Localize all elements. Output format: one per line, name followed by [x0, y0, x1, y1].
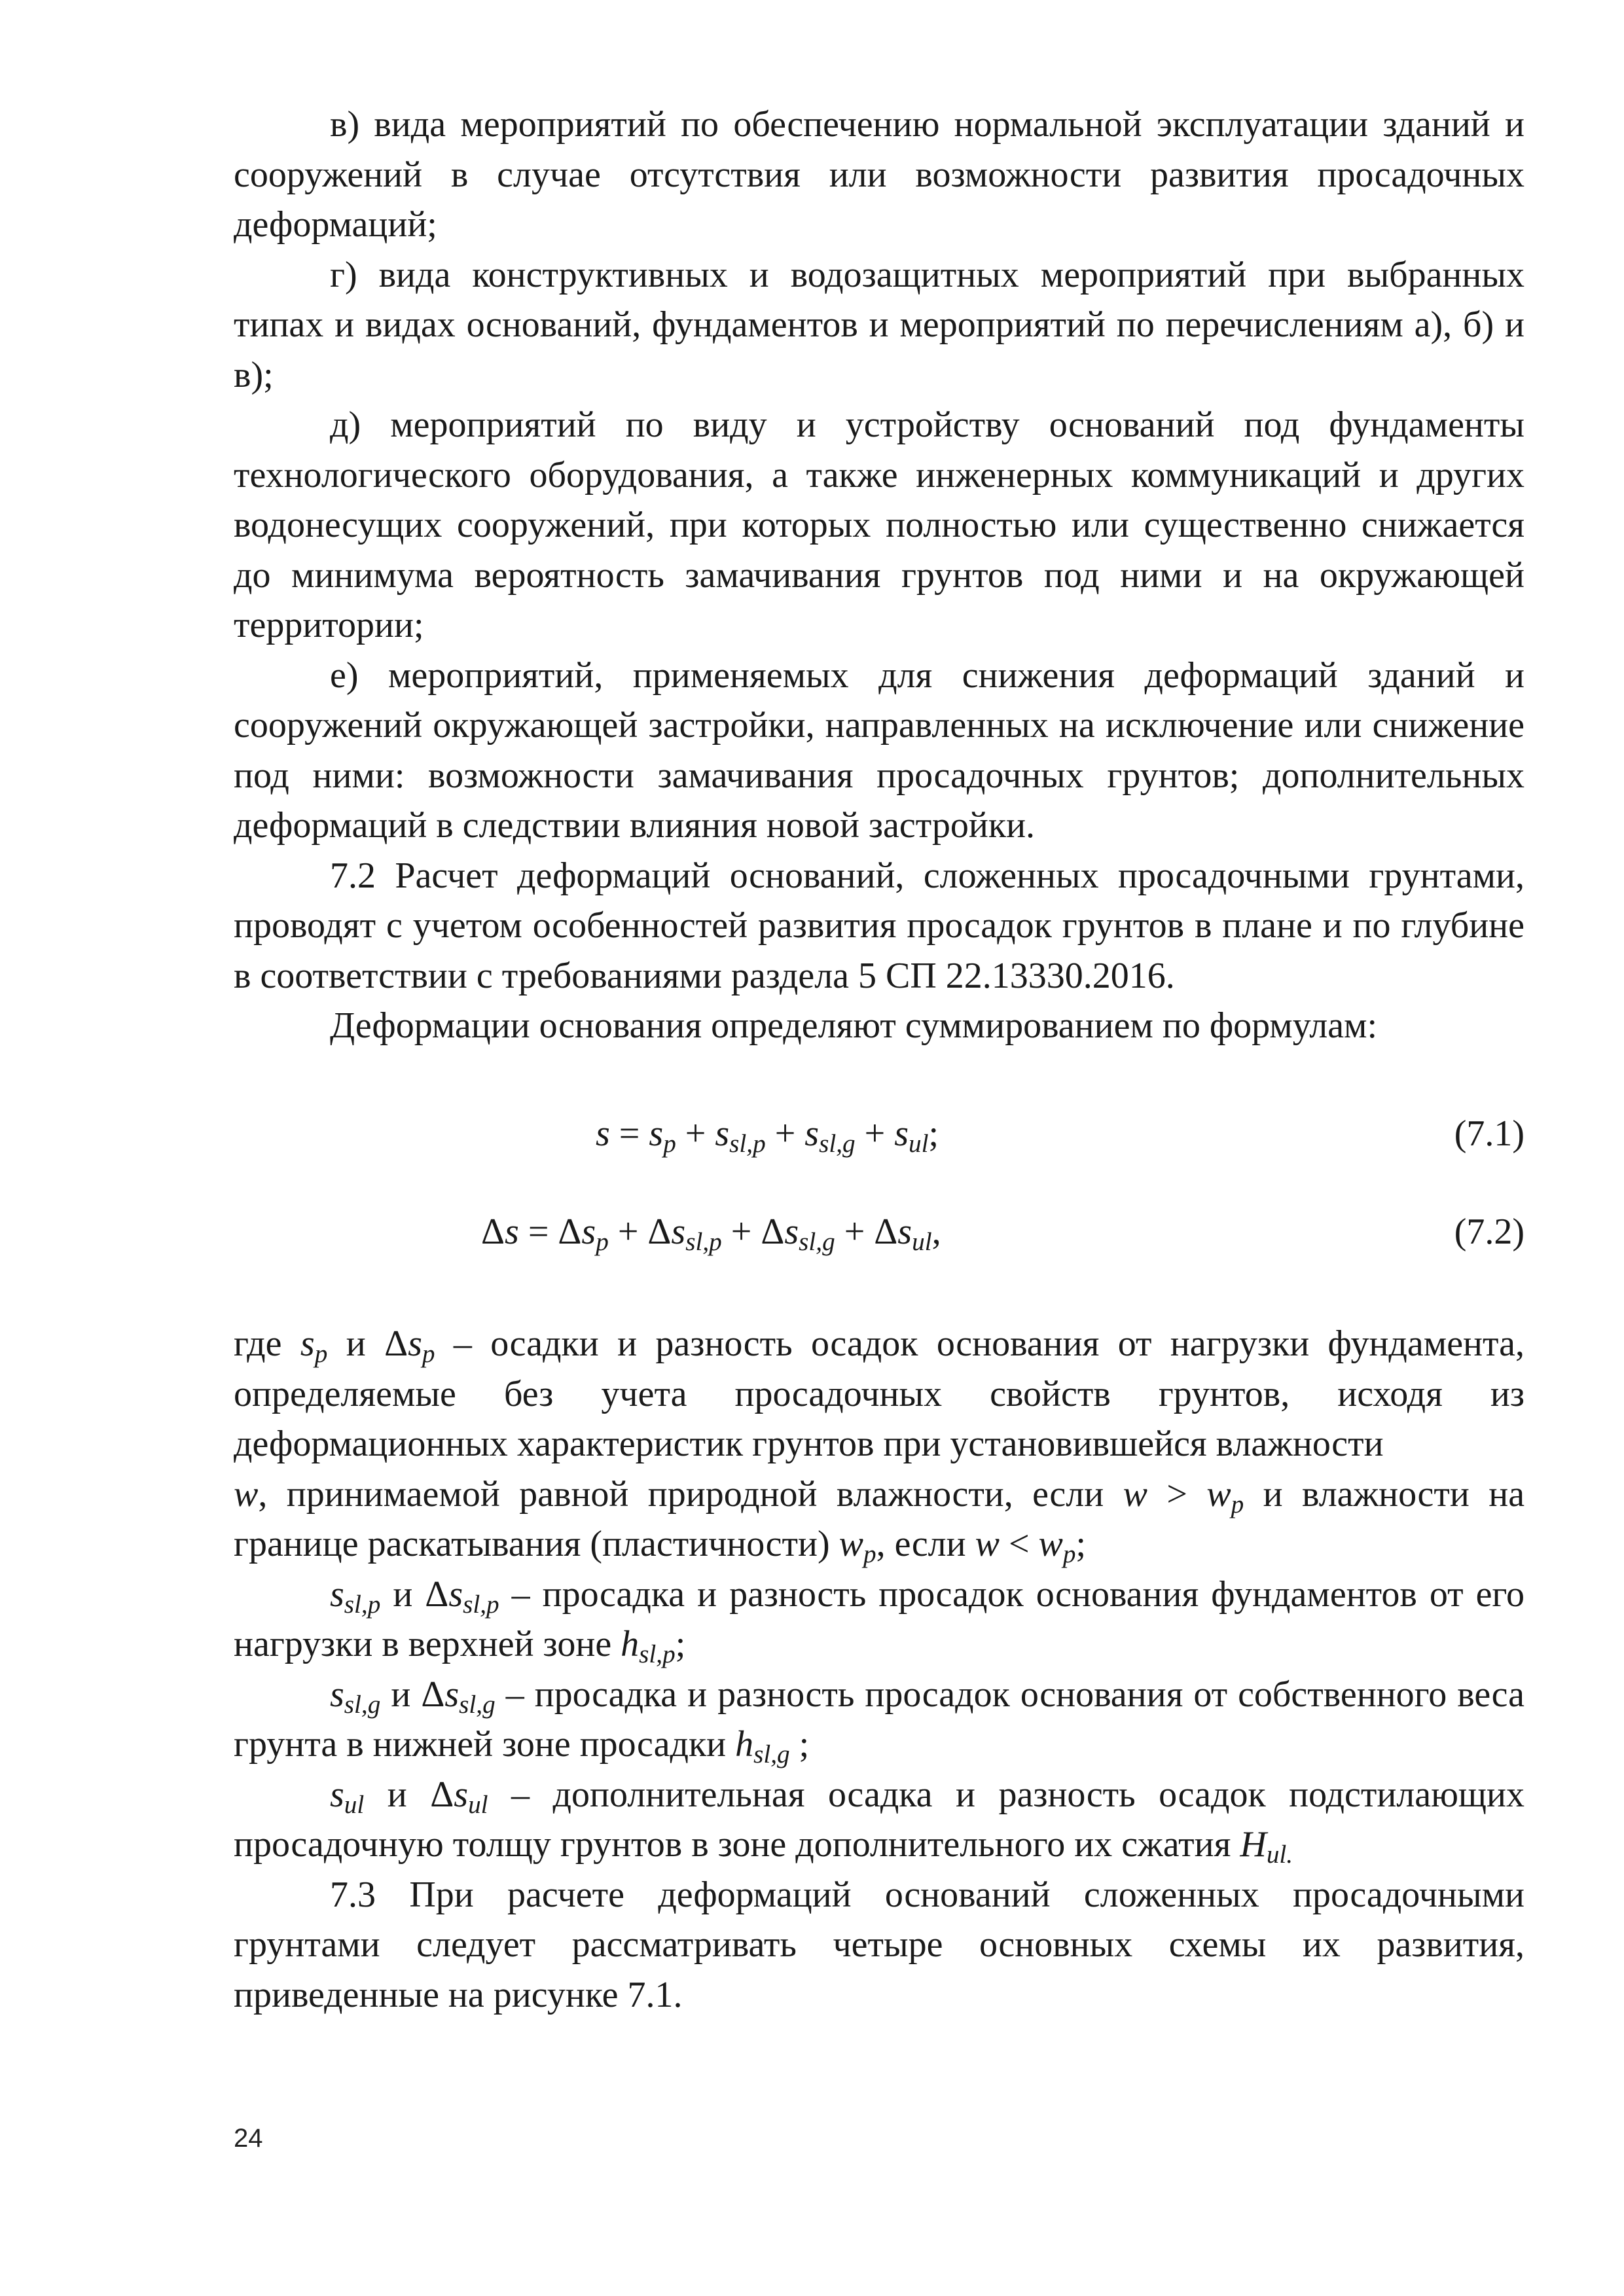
paragraph-d: д) мероприятий по виду и устройству оснований под фундаменты технологического оборудования, а также инженерных коммуникаций и других водонесущих сооружений, при которых полностью или существенно снижается до минимума вероятность замачивания грунтов под ними и на окружающей территории;: [234, 404, 1525, 645]
paragraph-e: е) мероприятий, применяемых для снижения деформаций зданий и сооружений окружающей застройки, направленных на исключение или снижение под ними: возможности замачивания просадочных грунтов; дополнительных деформаций в следствии влияния новой застройки.: [234, 655, 1525, 846]
formula-7-2: [234, 1211, 1525, 1261]
page-number: 24: [234, 2124, 263, 2153]
definition-sslg: $s_{sl,g}$ и $\Delta s_{sl,g}$ – просадка и разность просадок основания от собственного веса грунта в нижней зоне просадки $h_{sl,g}$ ;: [234, 1674, 1525, 1768]
formula-7-1-number: (7.1): [1454, 1113, 1525, 1154]
paragraph-formulas-intro: Деформации основания определяют суммированием по формулам:: [330, 1005, 1378, 1046]
definitions-block: [234, 1319, 1525, 2020]
paragraph-7-3: 7.3 При расчете деформаций оснований сложенных просадочными грунтами следует рассматривать четыре основных схемы их развития, приведенные на рисунке 7.1.: [234, 1874, 1525, 2015]
paragraph-g: г) вида конструктивных и водозащитных мероприятий при выбранных типах и видах оснований, фундаментов и мероприятий по перечислениям а), б) и в);: [234, 254, 1525, 395]
definition-sul: $s_{ul}$ и $\Delta s_{ul}$ – дополнительная осадка и разность осадок подстилающих просадочную толщу грунтов в зоне дополнительного их сжатия $H_{ul.}$: [234, 1774, 1525, 1869]
list-block: [234, 99, 1525, 1051]
paragraph-7-2: 7.2 Расчет деформаций оснований, сложенных просадочными грунтами, проводят с учетом особенностей развития просадок грунтов в плане и по глубине в соответствии с требованиями раздела 5 СП 22.13330.2016.: [234, 855, 1525, 996]
definition-sp: где $s_p$ и $\Delta s_p$ – осадки и разность осадок основания от нагрузки фундамента, определяемые без учета просадочных свойств грунтов, исходя из деформационных характеристик грунтов при установившейся влажности w, принимаемой равной природной влажности, если $w > w_p$ и влажности на границе раскатывания (пластичности) $w_p$, если $w < w_p$;: [234, 1323, 1525, 1568]
formula-7-1: [234, 1113, 1525, 1162]
paragraph-v: в) вида мероприятий по обеспечению нормальной эксплуатации зданий и сооружений в случае отсутствия или возможности развития просадочных деформаций;: [234, 104, 1525, 245]
formula-7-1-expression: $s = s_p + s_{sl,p} + s_{sl,g} + s_{ul}$;: [596, 1113, 939, 1158]
definition-sslp: $s_{sl,p}$ и $\Delta s_{sl,p}$ – просадка и разность просадок основания фундаментов от его нагрузки в верхней зоне $h_{sl,p}$;: [234, 1573, 1525, 1668]
formula-7-2-number: (7.2): [1454, 1211, 1525, 1252]
formula-7-2-expression: $\Delta s = \Delta s_p + \Delta s_{sl,p} + \Delta s_{sl,g} + \Delta s_{ul}$,: [481, 1211, 941, 1256]
